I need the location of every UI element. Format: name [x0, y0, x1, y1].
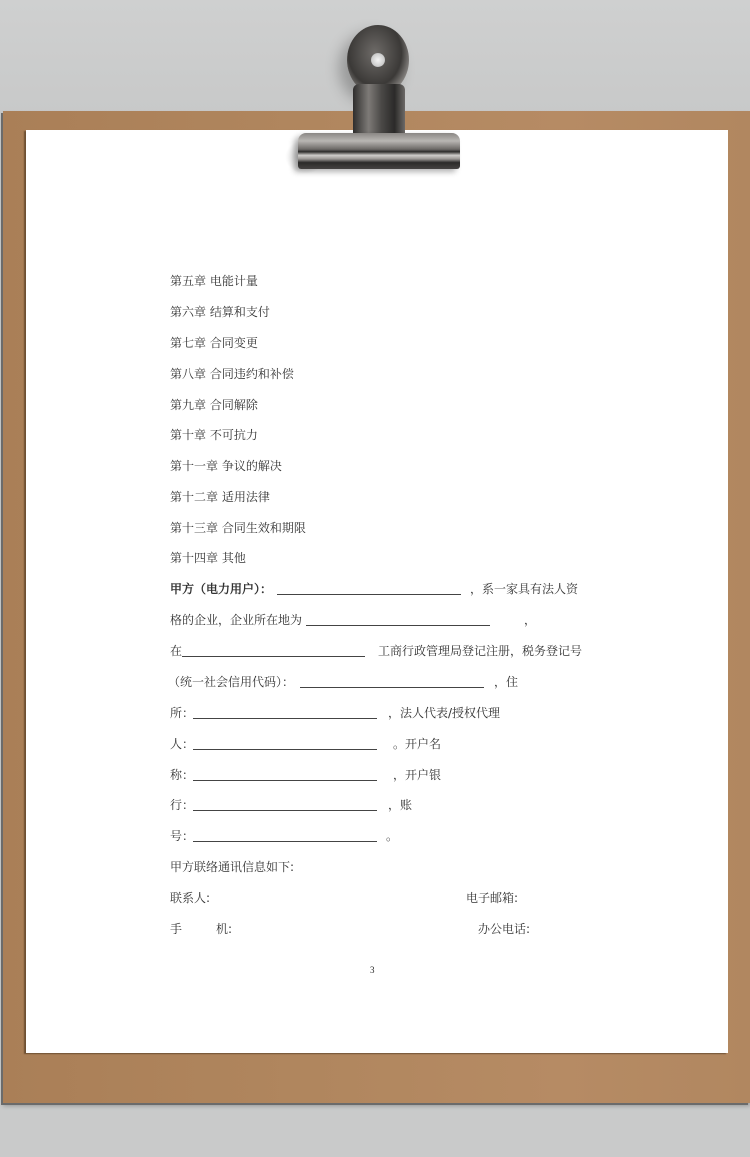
contact-person-label: 联系人: — [170, 891, 211, 905]
address-field[interactable] — [193, 718, 377, 719]
party-a-line4-prefix: （统一社会信用代码）： — [168, 675, 295, 689]
chapter-title: 合同解除 — [209, 398, 258, 412]
chapter-title: 合同变更 — [209, 336, 258, 350]
chapter-title: 不可抗力 — [209, 428, 258, 442]
chapter-item — [170, 520, 306, 536]
party-a-line5-suffix: ，法人代表/授权代理 — [388, 706, 501, 720]
chapter-number: 第十四章 — [170, 551, 219, 565]
party-a-line1-suffix: ，系一家具有法人资 — [470, 582, 579, 596]
party-a-line6-prefix: 人： — [170, 737, 195, 751]
party-a-line5-prefix: 所： — [170, 706, 195, 720]
chapter-item — [170, 489, 270, 505]
page-number: 3 — [370, 965, 375, 975]
chapter-number: 第十三章 — [170, 521, 219, 535]
party-a-line8-prefix: 行： — [170, 798, 195, 812]
party-a-line2-prefix: 格的企业，企业所在地为 — [170, 613, 303, 627]
chapter-number: 第七章 — [170, 336, 207, 350]
mobile-label-part2: 机: — [216, 922, 233, 936]
party-a-name-field[interactable] — [277, 594, 461, 595]
chapter-title: 电能计量 — [209, 274, 258, 288]
party-a-line3-suffix: 工商行政管理局登记注册，税务登记号 — [378, 644, 583, 658]
chapter-item — [170, 458, 282, 474]
credit-code-field[interactable] — [300, 687, 484, 688]
chapter-item — [170, 304, 270, 320]
party-a-label: 甲方（电力用户）： — [170, 582, 273, 596]
enterprise-location-field[interactable] — [306, 625, 490, 626]
chapter-number: 第六章 — [170, 305, 207, 319]
chapter-item — [170, 273, 258, 289]
account-number-field[interactable] — [193, 841, 377, 842]
chapter-item — [170, 397, 258, 413]
chapter-item — [170, 427, 258, 443]
chapter-title: 其他 — [221, 551, 246, 565]
party-a-line8-suffix: ，账 — [388, 798, 413, 812]
party-a-line9-prefix: 号： — [170, 829, 195, 843]
chapter-title: 争议的解决 — [221, 459, 282, 473]
chapter-item — [170, 550, 246, 566]
party-a-line9-suffix: 。 — [386, 829, 399, 843]
legal-representative-field[interactable] — [193, 749, 377, 750]
party-a-line4-suffix: ，住 — [494, 675, 519, 689]
chapter-title: 适用法律 — [221, 490, 270, 504]
registration-authority-field[interactable] — [182, 656, 365, 657]
chapter-item — [170, 335, 258, 351]
chapter-number: 第五章 — [170, 274, 207, 288]
chapter-title: 合同生效和期限 — [221, 521, 306, 535]
party-a-line6-suffix: 。开户名 — [393, 737, 442, 751]
party-a-line7-prefix: 称： — [170, 768, 195, 782]
chapter-item — [170, 366, 294, 382]
bank-name-field[interactable] — [193, 810, 377, 811]
party-a-line2-suffix: ， — [524, 613, 537, 627]
chapter-number: 第十一章 — [170, 459, 219, 473]
email-label: 电子邮箱: — [466, 891, 519, 905]
chapter-number: 第八章 — [170, 367, 207, 381]
account-name-field[interactable] — [193, 780, 377, 781]
chapter-number: 第十二章 — [170, 490, 219, 504]
chapter-number: 第九章 — [170, 398, 207, 412]
mobile-label-part1: 手 — [170, 922, 183, 936]
party-a-line3-prefix: 在 — [170, 644, 183, 658]
chapter-number: 第十章 — [170, 428, 207, 442]
chapter-title: 结算和支付 — [209, 305, 270, 319]
chapter-title: 合同违约和补偿 — [209, 367, 294, 381]
contact-heading: 甲方联络通讯信息如下: — [170, 860, 295, 874]
party-a-line7-suffix: ，开户银 — [393, 768, 442, 782]
office-phone-label: 办公电话: — [478, 922, 531, 936]
